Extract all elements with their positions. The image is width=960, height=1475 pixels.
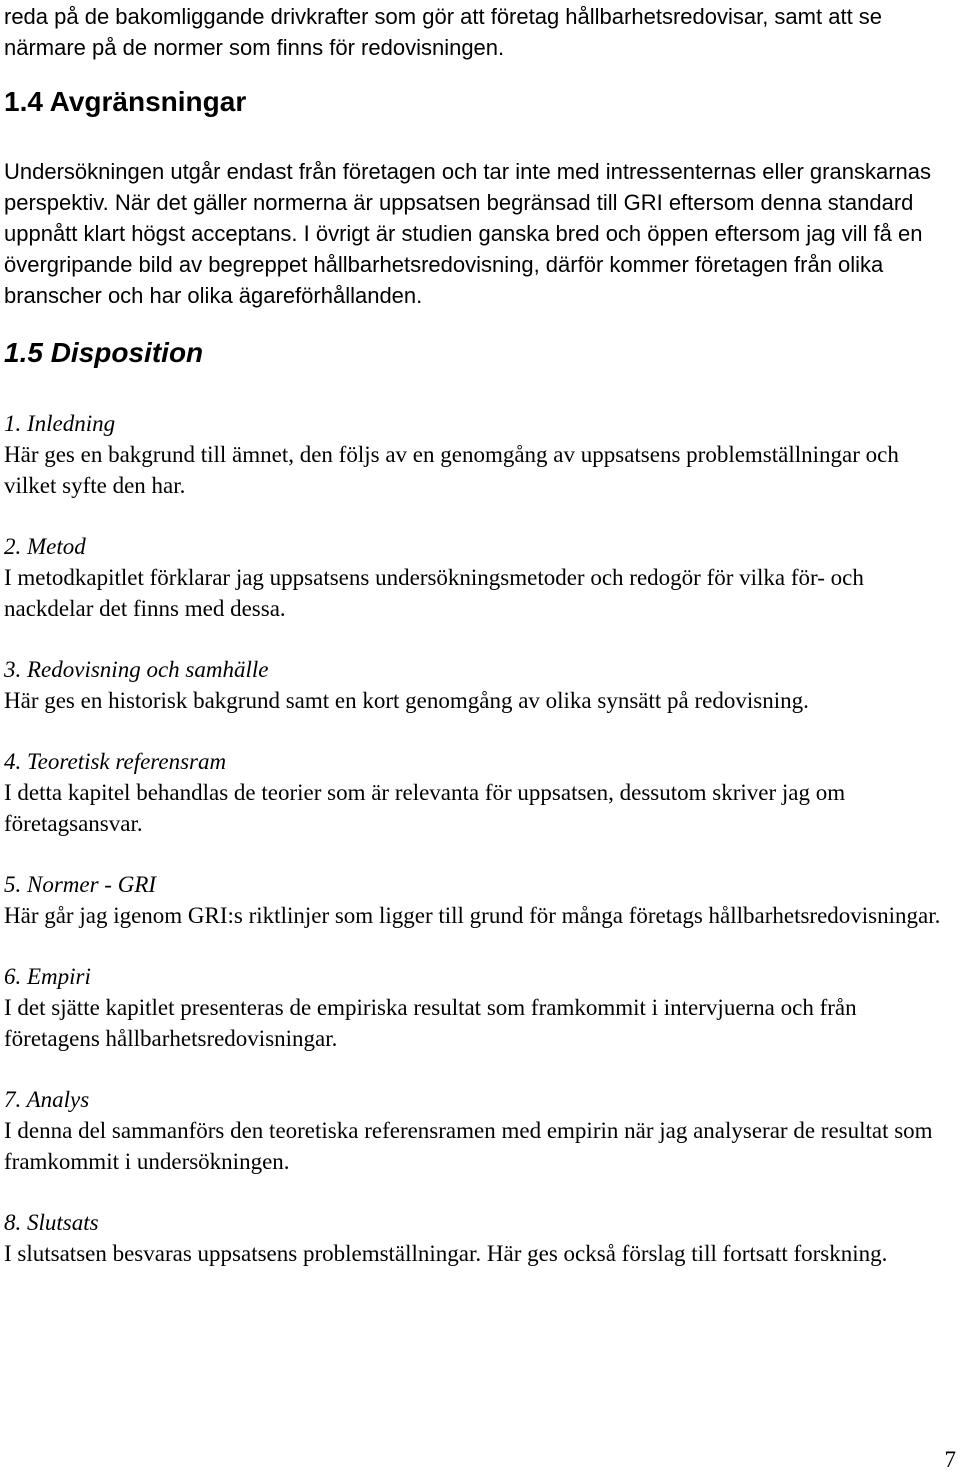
- chapter-item: [4, 746, 956, 839]
- chapter-title: 1. Inledning: [4, 411, 116, 436]
- chapter-item: [4, 531, 956, 624]
- chapter-title: 6. Empiri: [4, 964, 91, 989]
- chapter-description: Här ges en historisk bakgrund samt en kort genomgång av olika synsätt på redovisning.: [4, 688, 809, 713]
- avgransningar-paragraph: Undersökningen utgår endast från företagen och tar inte med intressenternas eller granskarnas perspektiv. När det gäller normerna är uppsatsen begränsad till GRI eftersom denna standard uppnått klart högst acceptans. I övrigt är studien ganska bred och öppen eftersom jag vill få en övergripande bild av begreppet hållbarhetsredovisning, därför kommer företagen från olika branscher och har olika ägareförhållanden.: [4, 159, 931, 308]
- chapter-item: [4, 1084, 956, 1177]
- chapter-item: [4, 1207, 956, 1269]
- chapter-title: 3. Redovisning och samhälle: [4, 657, 269, 682]
- chapter-description: I detta kapitel behandlas de teorier som är relevanta för uppsatsen, dessutom skriver jag om företagsansvar.: [4, 780, 846, 836]
- chapter-description: I denna del sammanförs den teoretiska referensramen med empirin när jag analyserar de resultat som framkommit i undersökningen.: [4, 1118, 933, 1174]
- chapter-item: [4, 961, 956, 1054]
- chapter-item: [4, 408, 956, 501]
- chapter-description: I det sjätte kapitlet presenteras de empiriska resultat som framkommit i intervjuerna och från företagens hållbarhetsredovisningar.: [4, 995, 857, 1051]
- chapter-description: Här går jag igenom GRI:s riktlinjer som ligger till grund för många företags hållbarhetsredovisningar.: [4, 903, 941, 928]
- section-heading-disposition: 1.5 Disposition: [4, 337, 204, 368]
- page-number: 7: [944, 1447, 956, 1472]
- chapter-title: 4. Teoretisk referensram: [4, 749, 227, 774]
- intro-paragraph: reda på de bakomliggande drivkrafter som gör att företag hållbarhetsredovisar, samt att se närmare på de normer som finns för redovisningen.: [4, 4, 883, 60]
- disposition-list: [4, 408, 956, 1299]
- chapter-description: I slutsatsen besvaras uppsatsens problemställningar. Här ges också förslag till fortsatt forskning.: [4, 1241, 888, 1266]
- chapter-title: 8. Slutsats: [4, 1210, 99, 1235]
- chapter-description: Här ges en bakgrund till ämnet, den följs av en genomgång av uppsatsens problemställningar och vilket syfte den har.: [4, 442, 899, 498]
- section-heading-avgransningar: 1.4 Avgränsningar: [4, 86, 247, 117]
- chapter-description: I metodkapitlet förklarar jag uppsatsens undersökningsmetoder och redogör för vilka för- och nackdelar det finns med dessa.: [4, 565, 864, 621]
- chapter-title: 7. Analys: [4, 1087, 90, 1112]
- chapter-item: [4, 869, 956, 931]
- chapter-title: 2. Metod: [4, 534, 86, 559]
- chapter-item: [4, 654, 956, 716]
- chapter-title: 5. Normer - GRI: [4, 872, 157, 897]
